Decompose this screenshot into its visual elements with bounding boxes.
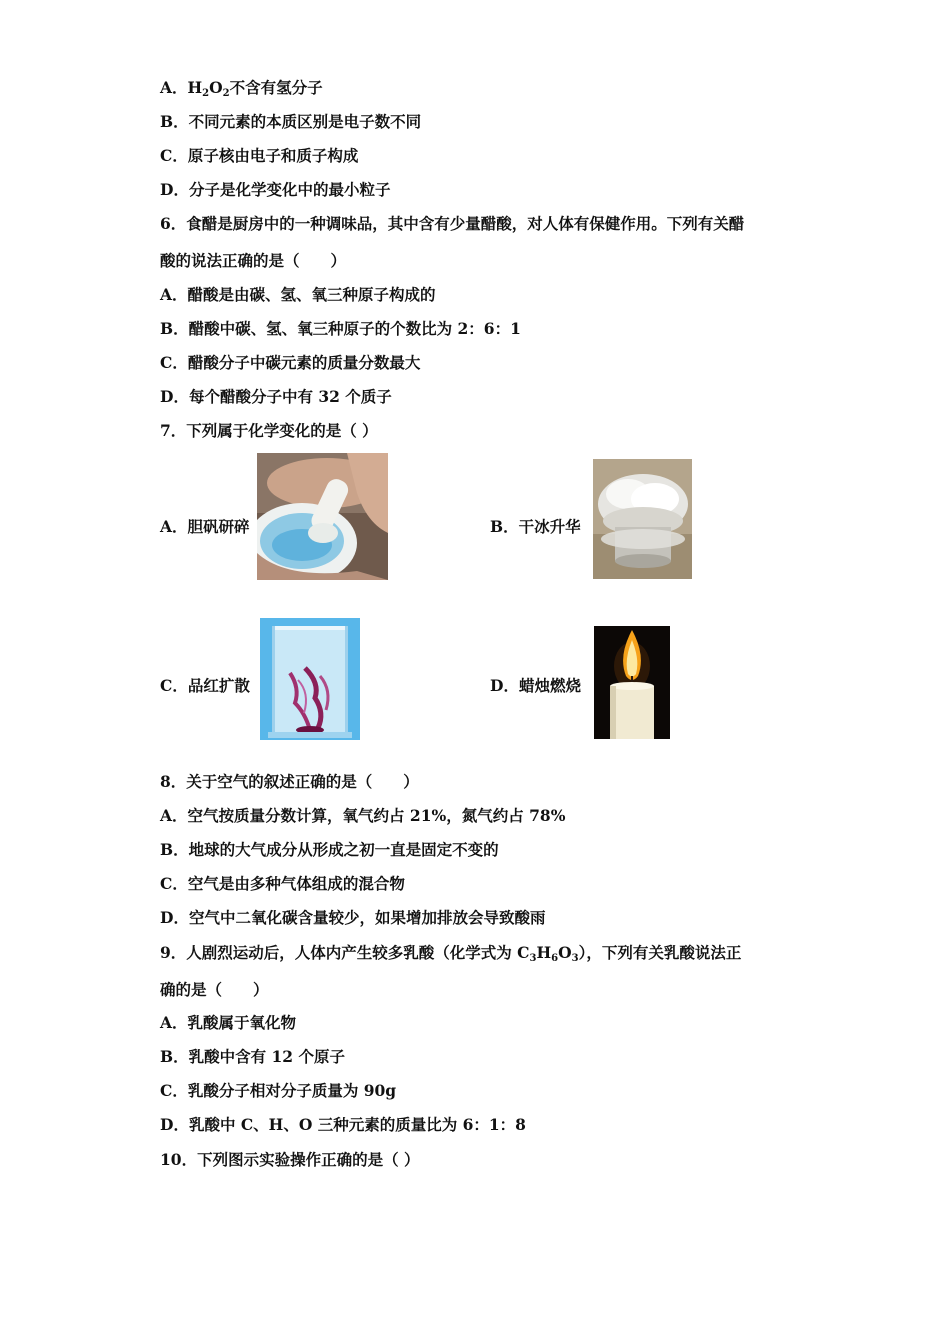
magenta-diffusion-image [260, 618, 360, 740]
q7-option-c: C．品红扩散 [160, 676, 250, 695]
q9-option-b: B．乳酸中含有 12 个原子 [160, 1047, 345, 1066]
q9-option-c: C．乳酸分子相对分子质量为 90g [160, 1081, 397, 1100]
q5-option-a: A．$H_2O_2$不含有氢分子 [160, 78, 323, 99]
q8-stem: 8．关于空气的叙述正确的是（ ） [160, 772, 419, 791]
q9-stem-line2: 确的是（ ） [160, 980, 269, 999]
q9-stem-line1: 9．人剧烈运动后，人体内产生较多乳酸（化学式为 $C_3H_6O_3$），下列有关乳酸说法正 [160, 943, 742, 964]
q8-option-d: D．空气中二氧化碳含量较少，如果增加排放会导致酸雨 [160, 908, 546, 927]
q6-option-d: D．每个醋酸分子中有 32 个质子 [160, 387, 392, 406]
q6-stem-line1: 6．食醋是厨房中的一种调味品，其中含有少量醋酸，对人体有保健作用。下列有关醋 [160, 214, 745, 233]
q8-option-a: A．空气按质量分数计算，氧气约占 21%，氮气约占 78% [160, 806, 566, 825]
dry-ice-sublimation-image [593, 459, 692, 579]
q5-option-d: D．分子是化学变化中的最小粒子 [160, 180, 391, 199]
q7-option-b: B．干冰升华 [490, 517, 581, 536]
q7-stem: 7．下列属于化学变化的是（ ） [160, 421, 378, 440]
q7-option-a: A．胆矾研碎 [160, 517, 250, 536]
q6-option-c: C．醋酸分子中碳元素的质量分数最大 [160, 353, 421, 372]
q7-option-d: D．蜡烛燃烧 [490, 676, 581, 695]
q8-option-b: B．地球的大气成分从形成之初一直是固定不变的 [160, 840, 499, 859]
q9-option-d: D．乳酸中 C、H、O 三种元素的质量比为 6：1：8 [160, 1115, 526, 1134]
q6-stem-line2: 酸的说法正确的是（ ） [160, 251, 347, 270]
q6-option-a: A．醋酸是由碳、氢、氧三种原子构成的 [160, 285, 436, 304]
q5-option-b: B．不同元素的本质区别是电子数不同 [160, 112, 422, 131]
mortar-grinding-image [257, 453, 388, 580]
burning-candle-image [594, 626, 670, 739]
q10-stem: 10．下列图示实验操作正确的是（ ） [160, 1150, 420, 1169]
q5-option-c: C．原子核由电子和质子构成 [160, 146, 359, 165]
q9-option-a: A．乳酸属于氧化物 [160, 1013, 297, 1032]
q6-option-b: B．醋酸中碳、氢、氧三种原子的个数比为 2：6：1 [160, 319, 521, 338]
q8-option-c: C．空气是由多种气体组成的混合物 [160, 874, 405, 893]
